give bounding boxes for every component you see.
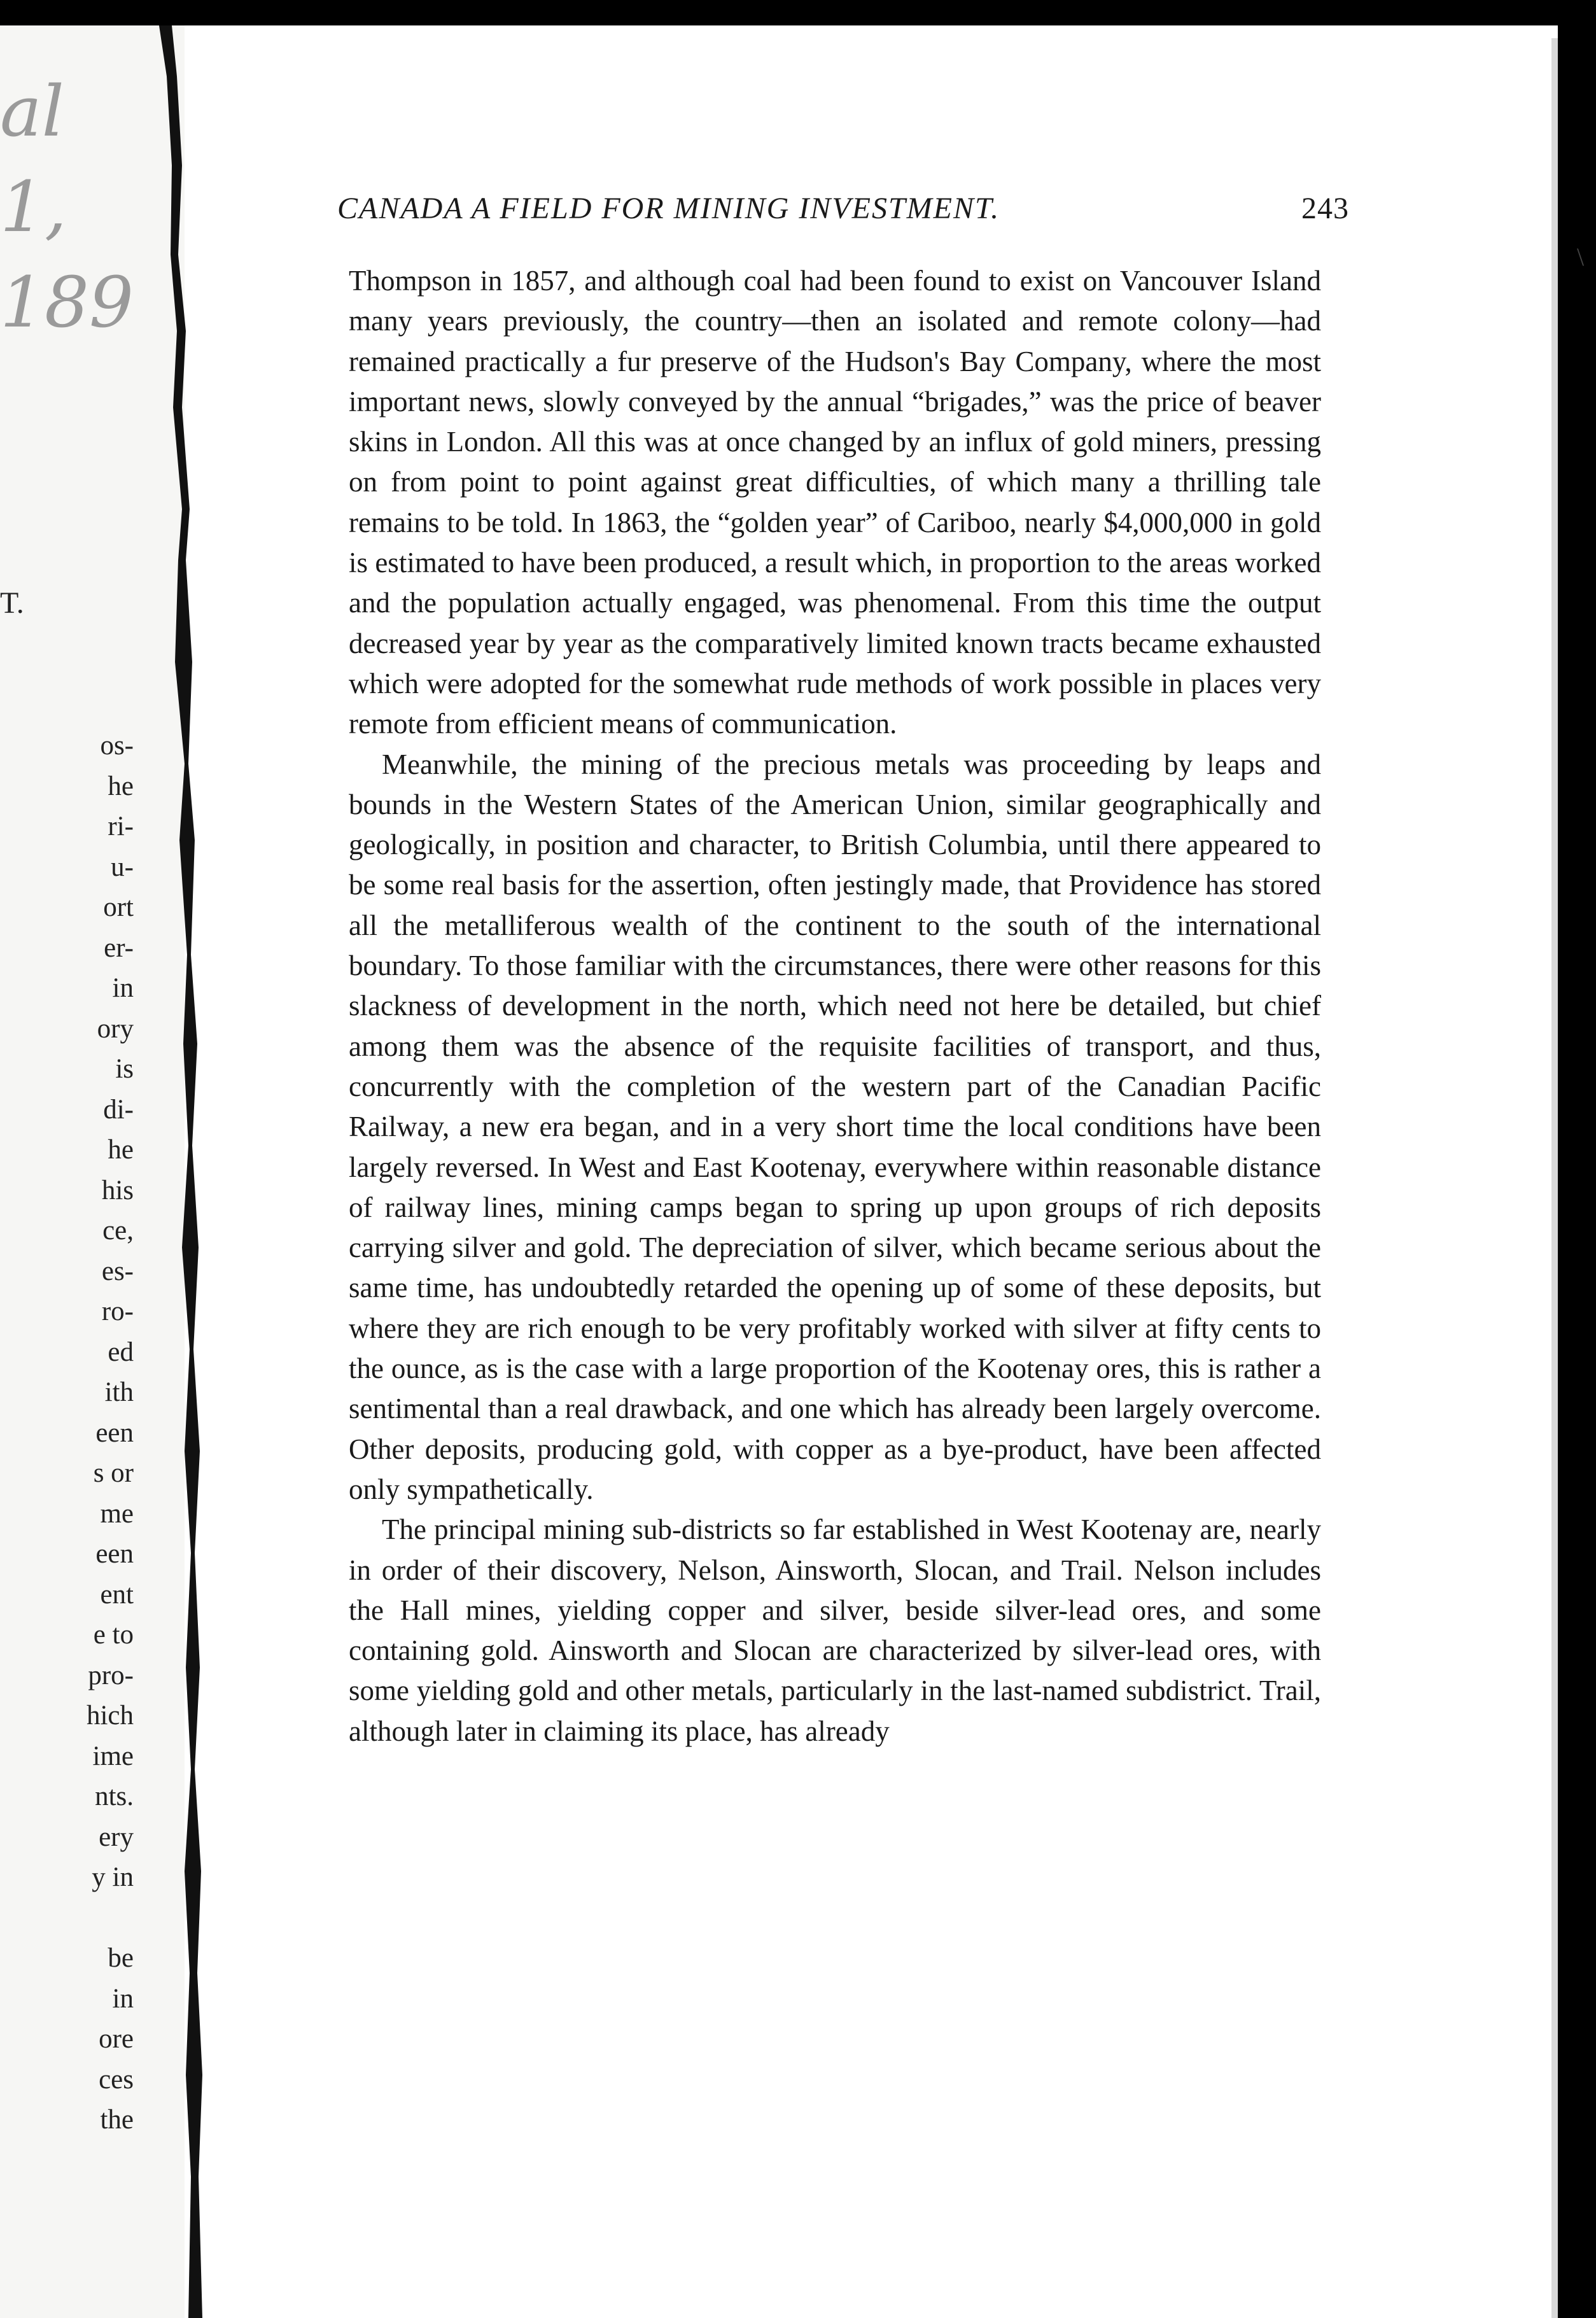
facing-page-line: es-	[101, 1256, 134, 1286]
facing-page-line: ri-	[108, 811, 134, 841]
facing-page-line: is	[115, 1054, 134, 1084]
book-page	[318, 191, 1349, 1752]
facing-page-line: ery	[99, 1822, 134, 1852]
handwriting-line-2: 1, 189	[0, 166, 134, 343]
facing-page-line: di-	[103, 1094, 134, 1125]
facing-page-line: ore	[99, 2024, 134, 2054]
edge-mark: \	[1577, 242, 1585, 271]
facing-page-line: ces	[99, 2064, 134, 2095]
facing-page-line: nts.	[95, 1781, 134, 1811]
facing-page-line: he	[108, 1135, 134, 1165]
facing-page-line: pro-	[88, 1660, 134, 1690]
facing-page-line: ort	[103, 892, 134, 922]
handwriting-line-1: al	[0, 71, 64, 152]
facing-page-line: hich	[86, 1701, 134, 1731]
facing-page-line: the	[100, 2105, 134, 2135]
facing-page-line: ory	[97, 1013, 134, 1044]
facing-page-line: een	[95, 1539, 134, 1569]
facing-page-line: s or	[93, 1458, 134, 1488]
facing-page-heading-fragment: T.	[0, 586, 24, 620]
facing-page-line: e to	[93, 1620, 134, 1650]
facing-page-line: een	[95, 1417, 134, 1448]
scan-right-border	[1558, 25, 1596, 2318]
page-number: 243	[1301, 192, 1349, 225]
facing-page-line: ent	[100, 1579, 134, 1610]
facing-page-line: er-	[104, 932, 134, 963]
facing-page-line: be	[108, 1943, 134, 1973]
running-header	[318, 191, 1349, 261]
facing-page-line: his	[101, 1175, 134, 1205]
facing-page-line: ith	[104, 1377, 134, 1407]
paragraph-1: Thompson in 1857, and although coal had been found to exist on Vancouver Island many years previously, the country—then an isolated and remote colony—had remained practically a fur preserve of the Hudson's Bay Company, where the most important news, slowly conveyed by the annual “brigades,” was the price of beaver skins in London. All this was at once changed by an influx of gold miners, pressing on from point to point against great difficulties, of which many a thrilling tale remains to be told. In 1863, the “golden year” of Cariboo, nearly $4,000,000 in gold is estimated to have been produced, a result which, in proportion to the areas worked and the population actually engaged, was phenomenal. From this time the output decreased year by year as the comparatively limited known tracts became exhausted which were adopted for the somewhat rude methods of work possible in places very remote from efficient means of communication.	[349, 265, 1321, 740]
facing-page-line: os-	[100, 731, 134, 761]
facing-page-line: y in	[92, 1862, 134, 1892]
facing-page-line: ce,	[102, 1216, 134, 1246]
body-text	[349, 261, 1321, 1752]
facing-page-line: ro-	[101, 1296, 134, 1326]
facing-page-line: he	[108, 771, 134, 801]
scan-top-border	[0, 0, 1596, 25]
paragraph-2: Meanwhile, the mining of the precious metals was proceeding by leaps and bounds in the Western States of the American Union, similar geographically and geologically, in position and character, to British Columbia, until there appeared to be some real basis for the assertion, often jestingly made, that Providence has stored all the metalliferous wealth of the continent to the south of the international boundary. To those familiar with the circumstances, there were other reasons for this slackness of development in the north, which need not here be detailed, but chief among them was the absence of the requisite facilities of transport, and thus, concurrently with the completion of the western part of the Canadian Pacific Railway, a new era began, and in a very short time the local conditions have been largely reversed. In West and East Kootenay, everywhere within reasonable distance of railway lines, mining camps began to spring up upon groups of rich deposits carrying silver and gold. The depreciation of silver, which became serious about the same time, has undoubtedly retarded the opening up of some of these deposits, but where they are rich enough to be very profitably worked with silver at fifty cents to the ounce, as is the case with a large proportion of the Kootenay ores, this is rather a sentimental than a real drawback, and one which has already been largely overcome. Other deposits, producing gold, with copper as a bye-product, have been affected only sympathetically.	[349, 748, 1321, 1505]
facing-page-line: in	[112, 1983, 134, 2014]
torn-page-edge	[0, 0, 204, 2318]
running-title: CANADA A FIELD FOR MINING INVESTMENT.	[337, 192, 1000, 225]
facing-page-line: ime	[92, 1741, 134, 1771]
facing-page-line: u-	[111, 852, 134, 882]
facing-page-line: me	[100, 1498, 134, 1529]
facing-page-line: in	[112, 973, 134, 1003]
paragraph-3: The principal mining sub-districts so far established in West Kootenay are, nearly in order of their discovery, Nelson, Ainsworth, Slocan, and Trail. Nelson includes the Hall mines, yielding copper and silver, beside silver-lead ores, and some containing gold. Ainsworth and Slocan are characterized by silver-lead ores, with some yielding gold and other metals, particularly in the last-named subdistrict. Trail, although later in claiming its place, has already	[349, 1514, 1321, 1747]
page-edge-shadow	[1551, 38, 1558, 2318]
facing-page-line: ed	[108, 1337, 134, 1367]
